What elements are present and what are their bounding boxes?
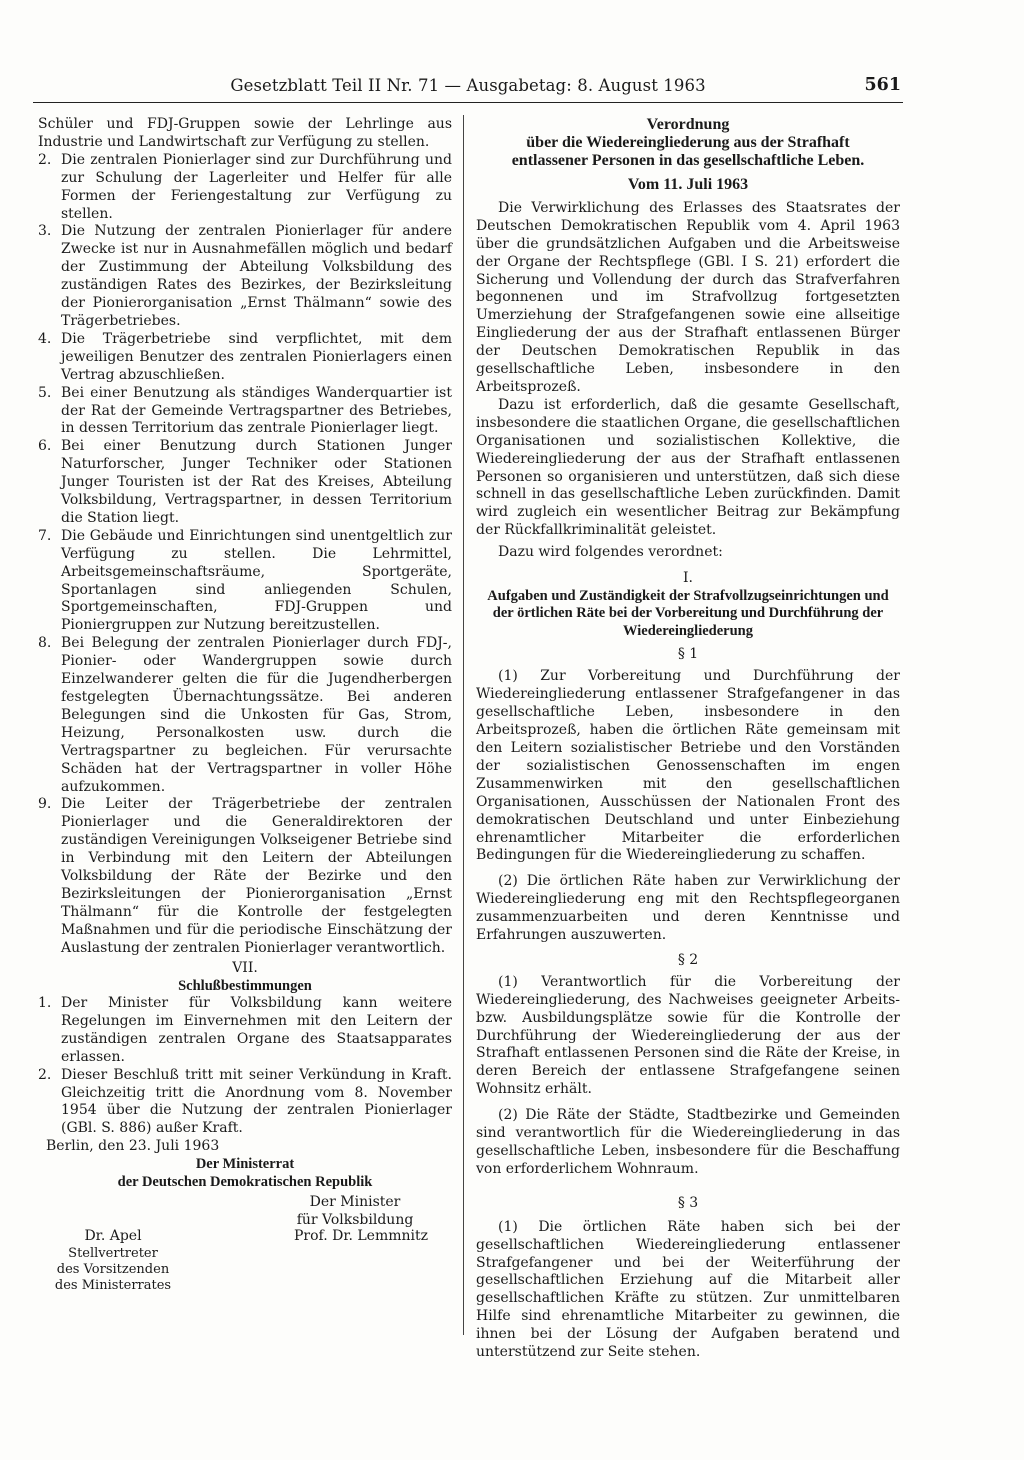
list-item [38, 331, 452, 385]
item-text: Der Minister für Volksbildung kann weitere Regelungen im Einvernehmen mit den Leitern der zuständigen zentralen Organe des Staatsapparates erlassen. [61, 995, 452, 1065]
council-name-2: der Deutschen Demokratischen Republik [117, 1174, 373, 1191]
intro-paragraph: Dazu ist erforderlich, daß die gesamte Gesellschaft, insbesondere die staatlichen Organe, die gesellschaftlichen Organisationen und sozialistischen Kollektive, die Wiedereingliederung der aus der Strafhaft entlassenen Personen so organisieren und unterstützen, daß sich diese schnell in das gesellschaftliche Leben zurückfinden. Damit wird zugleich ein wesentlicher Beitrag zur Bekämpfung der Rückfallkriminalität geleistet. [476, 396, 900, 539]
page-header [33, 76, 903, 103]
section-title: Aufgaben und Zuständigkeit der Strafvollzugseinrichtungen und der örtlichen Räte bei der Vorbereitung und Durchführung der Wiedereingliederung [487, 587, 889, 639]
right-column [476, 116, 900, 1362]
decree-title-1: Verordnung [646, 116, 730, 133]
list-item [38, 152, 452, 224]
page-number: 561 [864, 75, 901, 95]
item-number: 3. [38, 223, 52, 240]
body-paragraph: (1) Verantwortlich für die Vorbereitung der Wiedereingliederung, des Nachweises geeigneter Arbeits- bzw. Ausbildungsplätze sowie für die Kontrolle der Durchführung der Wiedereingliederung der aus der Strafhaft entlassenen Personen sind die Räte der Kreise, in deren Bereich der entlassene Strafgefangene seinen Wohnsitz erhält. [476, 973, 900, 1098]
paragraph-heading: § 2 [677, 951, 699, 968]
section-number: I. [683, 570, 693, 587]
minister-line-1: Der Minister [309, 1193, 401, 1210]
signatory-lemmnitz [256, 1228, 466, 1246]
body-paragraph: (2) Die Räte der Städte, Stadtbezirke und Gemeinden sind verantwortlich für die Wiedereingliederung in das gesellschaftliche Leben, insbesondere für die Beschaffung von erforderlichem Wohnraum. [476, 1107, 900, 1177]
item-text: Dieser Beschluß tritt mit seiner Verkündung in Kraft. Gleichzeitig tritt die Anordnung vom 8. November 1954 über die Nutzung der zentralen Pionierlager (GBl. S. 886) außer Kraft. [61, 1066, 452, 1137]
item-number: 8. [38, 635, 52, 652]
item-number: 2. [38, 1066, 52, 1083]
item-text: Die Trägerbetriebe sind verpflichtet, mit dem jeweiligen Benutzer des zentralen Pionierlagers einen Vertrag abzuschließen. [61, 330, 452, 383]
decree-title-3: entlassener Personen in das gesellschaftliche Leben. [511, 152, 865, 169]
item-text: Die Leiter der Trägerbetriebe der zentralen Pionierlager und die Generaldirektoren der zuständigen Vereinigungen Volkseigener Betriebe sind in Verbindung mit den Leitern der Abteilungen Volksbildung der Räte der Bezirke und den Bezirksleitungen der Pionierorganisation „Ernst Thälmann“ für die Kontrolle der festgelegten Maßnahmen und für die periodische Einschätzung der Auslastung der zentralen Pionierlager verantwortlich. [61, 796, 452, 956]
paragraph-heading: § 1 [677, 646, 699, 663]
column-divider [463, 115, 464, 1335]
decree-date: Vom 11. Juli 1963 [627, 176, 749, 193]
minister-line-2: für Volksbildung [296, 1211, 414, 1228]
item-number: 6. [38, 438, 52, 455]
list-item [38, 995, 452, 1067]
item-number: 1. [38, 995, 52, 1011]
item-text: Die Nutzung der zentralen Pionierlager für andere Zwecke ist nur in Ausnahmefällen möglich und bedarf der Zustimmung der Abteilung Volksbildung des zuständigen Rates des Bezirkes, der Bezirksleitung der Pionierorganisation „Ernst Thälmann“ sowie des Trägerbetriebes. [61, 223, 452, 329]
item-number: 9. [38, 796, 52, 813]
signatures [38, 1193, 452, 1293]
apel-name: Dr. Apel [84, 1227, 142, 1244]
council-name-1: Der Ministerrat [195, 1156, 295, 1173]
paragraph-heading: § 3 [677, 1194, 699, 1211]
lemmnitz-name: Prof. Dr. Lemmnitz [293, 1227, 429, 1244]
list-item [38, 385, 452, 439]
list-item [38, 223, 452, 330]
header-title: Gesetzblatt Teil II Nr. 71 — Ausgabetag: 8. August 1963 [230, 76, 706, 95]
item-number: 2. [38, 151, 52, 168]
place-date: Berlin, den 23. Juli 1963 [46, 1138, 220, 1155]
continued-paragraph: Schüler und FDJ-Gruppen sowie der Lehrlinge aus Industrie und Landwirtschaft zur Verfügung zu stellen. [38, 116, 452, 150]
list-item [38, 438, 452, 528]
list-item [38, 1067, 452, 1139]
item-text: Bei einer Benutzung durch Stationen Junger Naturforscher, Junger Techniker oder Stationen Junger Touristen ist der Rat des Kreises, Abteilung Volksbildung, Vertragspartner, in dessen Territorium die Station liegt. [61, 438, 452, 526]
signatory-apel [38, 1228, 188, 1294]
left-column [38, 116, 452, 1293]
section-title: Schlußbestimmungen [178, 977, 312, 994]
apel-role-3: des Ministerrates [54, 1277, 172, 1293]
decree-title-2: über die Wiedereingliederung aus der Strafhaft [526, 134, 850, 151]
intro-paragraph: Dazu wird folgendes verordnet: [498, 544, 723, 561]
list-item [38, 796, 452, 957]
intro-paragraph: Die Verwirklichung des Erlasses des Staatsrates der Deutschen Demokratischen Republik vom 4. April 1963 über die grundsätzlichen Aufgaben und die Arbeitsweise der Organe der Rechtspflege (GBl. I S. 21) erfordert die Sicherung und Vollendung der durch das Strafverfahren begonnenen und im Strafvollzug fortgesetzten Umerziehung der Strafgefangenen sowie eine allseitige Eingliederung der aus der Strafhaft entlassenen Bürger der Deutschen Demokratischen Republik in das gesellschaftliche Leben, insbesondere in den Arbeitsprozeß. [476, 199, 900, 395]
item-text: Die Gebäude und Einrichtungen sind unentgeltlich zur Verfügung zu stellen. Die Lehrmittel, Arbeitsgemeinschaftsräume, Sportgeräte, Sportanlagen sind anliegenden Schulen, Sportgemeinschaften, FDJ-Gruppen und Pioniergruppen zur Nutzung bereitzustellen. [61, 527, 452, 634]
item-text: Die zentralen Pionierlager sind zur Durchführung und zur Schulung der Lagerleiter und Helfer für alle Formen der Feriengestaltung zur Verfügung zu stellen. [61, 151, 452, 222]
apel-role-2: des Vorsitzenden [56, 1261, 170, 1277]
body-paragraph: (2) Die örtlichen Räte haben zur Verwirklichung der Wiedereingliederung eng mit den Rechtspflegeorganen zusammenzuarbeiten und deren Kenntnisse und Erfahrungen auszuwerten. [476, 873, 900, 944]
body-paragraph: (1) Die örtlichen Räte haben sich bei der gesellschaftlichen Wiedereingliederung entlassener Strafgefangener und bei der Weiterführung der gesellschaftlichen Erziehung auf die Mitarbeit aller gesellschaftlichen Kräfte zu stützen. Zur unmittelbaren Hilfe sind ehrenamtliche Mitarbeiter zu gewinnen, die ihnen bei der Lösung der Aufgaben beratend und unterstützend zur Seite stehen. [476, 1218, 900, 1361]
list-item [38, 635, 452, 796]
item-number: 4. [38, 330, 52, 347]
section-number: VII. [232, 959, 258, 976]
apel-role-1: Stellvertreter [68, 1245, 158, 1261]
list-item [38, 528, 452, 635]
item-number: 7. [38, 527, 52, 544]
minister-title [270, 1194, 440, 1230]
body-paragraph: (1) Zur Vorbereitung und Durchführung der Wiedereingliederung entlassener Strafgefangener in das gesellschaftliche Leben, insbesondere in den Arbeitsprozeß, haben die örtlichen Räte gemeinsam mit den Leitern sozialistischer Betriebe und den Vorständen der sozialistischen Genossenschaften im engen Zusammenwirken mit den gesellschaftlichen Organisationen, Ausschüssen der Nationalen Front des demokratischen Deutschland und unter Einbeziehung ehrenamtlicher Mitarbeiter die erforderlichen Bedingungen für die Wiedereingliederung zu schaffen. [476, 668, 900, 864]
item-number: 5. [38, 384, 52, 401]
item-text: Bei einer Benutzung als ständiges Wanderquartier ist der Rat der Gemeinde Vertragspartner des Betriebes, in dessen Territorium das zentrale Pionierlager liegt. [61, 384, 452, 437]
item-text: Bei Belegung der zentralen Pionierlager durch FDJ-, Pionier- oder Wandergruppen sowie durch Einzelwanderer gelten die für die Jugendherbergen festgelegten Übernachtungssätze. Bei anderen Belegungen sind die Unkosten für Gas, Strom, Heizung, Personalkosten usw. durch die Vertragspartner zu begleichen. Für verursachte Schäden hat der Vertragspartner in voller Höhe aufzukommen. [61, 635, 452, 795]
